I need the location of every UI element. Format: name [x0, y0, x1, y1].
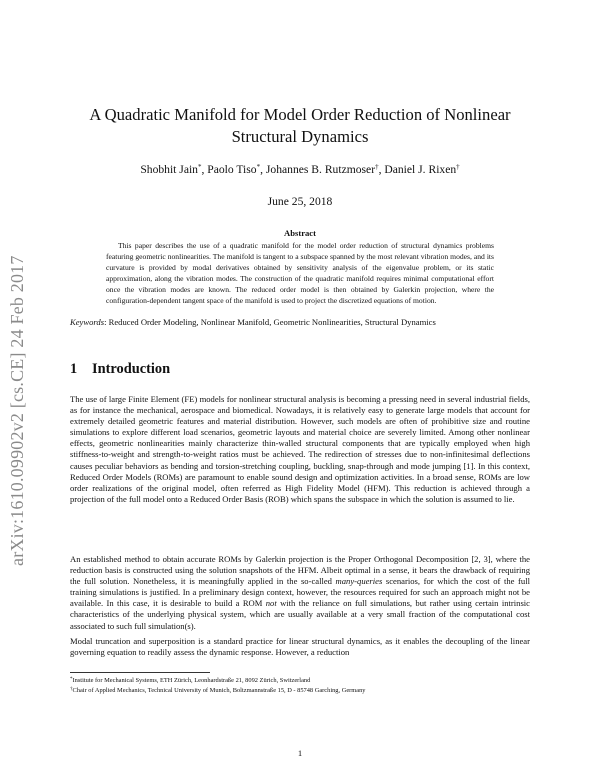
- keywords-text: Reduced Order Modeling, Nonlinear Manifold, Geometric Nonlinearities, Structural Dynamics: [108, 317, 436, 327]
- section-number: 1: [70, 361, 78, 377]
- author-list: Shobhit Jain*, Paolo Tiso*, Johannes B. Rutzmoser†, Daniel J. Rixen†: [140, 163, 460, 176]
- affiliation-mark: *: [256, 163, 261, 171]
- footnotes: [70, 676, 530, 695]
- page-number: 1: [297, 748, 303, 758]
- keywords-label: Keywords: [70, 317, 105, 327]
- body-paragraph: Modal truncation and superposition is a standard practice for linear structural dynamics, as it enables the decoupling of the linear governing equation to readily assess the dynamic response. However, a reduction: [70, 636, 530, 658]
- paper-title: A Quadratic Manifold for Model Order Reduction of Nonlinear Structural Dynamics: [89, 105, 511, 146]
- section-title: Introduction: [92, 361, 171, 377]
- arxiv-identifier: arXiv:1610.09902v2 [cs.CE] 24 Feb 2017: [7, 255, 27, 566]
- paragraph-text: scenarios, for which the cost of the full training simulations is justified. In a preliminary design context, however, the resources required for such an approach might not be available. In this case, it is desirable to build a ROM: [70, 576, 530, 609]
- author-name: Paolo Tiso: [207, 163, 257, 176]
- footnote-mark: †: [70, 686, 73, 692]
- emphasis-text: not: [265, 598, 277, 609]
- author-name: Johannes B. Rutzmoser: [265, 163, 376, 176]
- footnote-item: [70, 686, 530, 696]
- body-paragraph: [70, 554, 530, 632]
- author-name: Daniel J. Rixen: [384, 163, 457, 176]
- emphasis-text: many-queries: [335, 576, 383, 587]
- paragraph-text: with the reliance on full simulations, but rather using certain intrinsic characteristics of the underlying physical system, which are usually available at a very small fraction of the computational cost associated to such full simulation(s).: [70, 598, 530, 631]
- affiliation-mark: *: [197, 163, 202, 171]
- footnote-mark: *: [70, 677, 73, 682]
- abstract-text: This paper describes the use of a quadratic manifold for the model order reduction of structural dynamics problems featuring geometric nonlinearities. The manifold is tangent to a subspace spanned by the most relevant vibration modes, and its curvature is provided by modal derivatives obtained by sensitivity analysis of the eigenvalue problem, or its static approximation, along the vibration modes. The construction of the quadratic manifold requires minimal computational effort once the vibration modes are known. The reduced order model is then obtained by Galerkin projection, where the configuration-dependent tangent space of the manifold is used to project the discretized equations of motion.: [106, 241, 494, 305]
- section-heading: [70, 360, 530, 378]
- abstract-heading: Abstract: [284, 228, 316, 238]
- affiliation-mark: †: [456, 163, 460, 171]
- keywords-line: Keywords: Reduced Order Modeling, Nonlinear Manifold, Geometric Nonlinearities, Structural Dynamics: [70, 317, 436, 327]
- paragraph-text: An established method to obtain accurate ROMs by Galerkin projection is the Proper Orthogonal Decomposition [2, 3], where the reduction basis is constructed using the solution snapshots of the HFM. Albeit optimal in a sense, it bears the drawback of requiring the full solution. Nonetheless, it is meaningfully applied in the so-called: [70, 554, 530, 587]
- paper-date: June 25, 2018: [267, 195, 333, 208]
- author-name: Shobhit Jain: [140, 163, 198, 176]
- footnote-item: [70, 676, 530, 686]
- footnote-text: Institute for Mechanical Systems, ETH Zürich, Leonhardstraße 21, 8092 Zürich, Switzerland: [72, 677, 311, 684]
- footnote-text: Chair of Applied Mechanics, Technical University of Munich, Boltzmannstraße 15, D - 85748 Garching, Germany: [72, 686, 366, 694]
- body-paragraph: The use of large Finite Element (FE) models for nonlinear structural analysis is becoming a pressing need in several industrial fields, as for instance the mechanical, aerospace and biomedical. Nowadays, it is relatively easy to generate large models that account for extremely detailed geometric features and material distribution. However, such models are often of prohibitive size and routine simulations to explore different load scenarios, geometric layouts and material choice are severely limited. Among other nonlinear effects, geometric nonlinearities mainly characterize thin-walled structural components that are typically employed when high stiffness-to-weight and strength-to-weight ratios must be achieved. The redirection of stresses due to non-infinitesimal deflections causes peculiar behaviors as bending and torsion-stretching coupling, buckling, snap-through and mode jumping [1]. In this context, Reduced Order Models (ROMs) are paramount to enable sound design and optimization activities. In a broad sense, ROMs are low order realizations of the original model, often referred as High Fidelity Model (HFM). This reduction is achieved through a projection of the full model onto a Reduced Order Basis (ROB) which spans the subspace in which the solution is assumed to lie.: [70, 394, 530, 504]
- affiliation-mark: †: [375, 163, 379, 171]
- footnote-divider: [70, 672, 210, 673]
